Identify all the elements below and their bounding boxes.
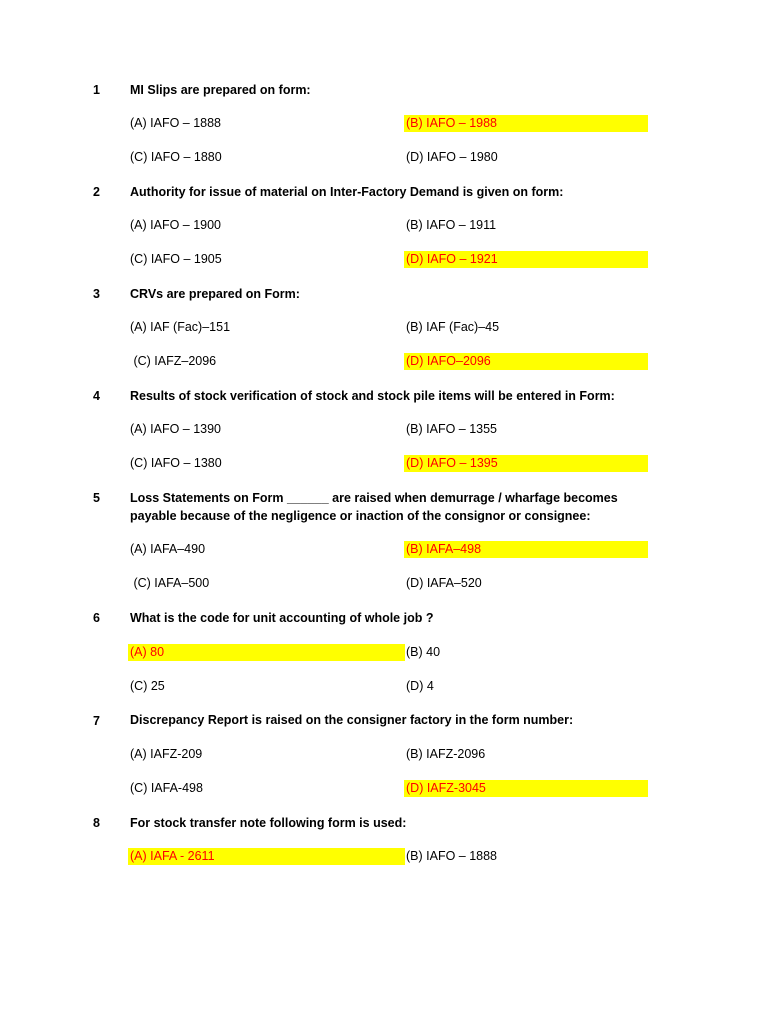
question-text: Authority for issue of material on Inter-Factory Demand is given on form:: [130, 185, 564, 199]
question-number: 6: [93, 611, 100, 625]
option-b: (B) IAF (Fac)–45: [406, 320, 500, 334]
option-a: (A) IAFO – 1390: [130, 422, 222, 436]
question-number: 5: [93, 491, 100, 505]
question-number: 7: [93, 714, 100, 728]
option-b: (B) IAFO – 1911: [406, 218, 497, 232]
option-b: (B) IAFO – 1355: [406, 422, 498, 436]
option-d-answer: (D) IAFO–2096: [404, 353, 648, 370]
option-d: (D) IAFA–520: [406, 576, 482, 590]
option-c: (C) IAFO – 1880: [130, 150, 222, 164]
option-a: (A) IAF (Fac)–151: [130, 320, 231, 334]
option-c: (C) IAFO – 1380: [130, 456, 222, 470]
option-c: (C) 25: [130, 679, 165, 693]
option-a: (A) IAFO – 1888: [130, 116, 222, 130]
question-text-line: Loss Statements on Form ______ are raised when demurrage / wharfage becomes: [130, 491, 618, 505]
question-text: MI Slips are prepared on form:: [130, 83, 311, 97]
option-b: (B) 40: [406, 645, 441, 659]
question-number: 2: [93, 185, 100, 199]
question-text: Results of stock verification of stock and stock pile items will be entered in Form:: [130, 389, 615, 403]
question-number: 4: [93, 389, 100, 403]
option-c: (C) IAFA–500: [130, 576, 210, 590]
question-text: What is the code for unit accounting of whole job ?: [130, 611, 434, 625]
option-c: (C) IAFO – 1905: [130, 252, 222, 266]
option-b: (B) IAFO – 1888: [406, 849, 498, 863]
option-a: (A) IAFA–490: [130, 542, 206, 556]
question-number: 1: [93, 83, 100, 97]
option-a-answer: (A) IAFA - 2611: [128, 848, 405, 865]
option-c: (C) IAFZ–2096: [130, 354, 217, 368]
option-a: (A) IAFO – 1900: [130, 218, 222, 232]
question-text: [130, 489, 650, 525]
question-number: 3: [93, 287, 100, 301]
question-number: 8: [93, 816, 100, 830]
option-c: (C) IAFA-498: [130, 781, 203, 795]
question-text: Discrepancy Report is raised on the consigner factory in the form number:: [130, 713, 574, 727]
question-text: For stock transfer note following form is used:: [130, 816, 407, 830]
option-d-answer: (D) IAFZ-3045: [404, 780, 648, 797]
option-a: (A) IAFZ-209: [130, 747, 203, 761]
option-d-answer: (D) IAFO – 1395: [404, 455, 648, 472]
option-b: (B) IAFZ-2096: [406, 747, 486, 761]
option-d: (D) 4: [406, 679, 434, 693]
option-d: (D) IAFO – 1980: [406, 150, 498, 164]
option-d-answer: (D) IAFO – 1921: [404, 251, 648, 268]
option-a-answer: (A) 80: [128, 644, 405, 661]
option-b-answer: (B) IAFO – 1988: [404, 115, 648, 132]
question-text: CRVs are prepared on Form:: [130, 287, 300, 301]
question-text-line: payable because of the negligence or inaction of the consignor or consignee:: [130, 509, 591, 523]
option-b-answer: (B) IAFA–498: [404, 541, 648, 558]
